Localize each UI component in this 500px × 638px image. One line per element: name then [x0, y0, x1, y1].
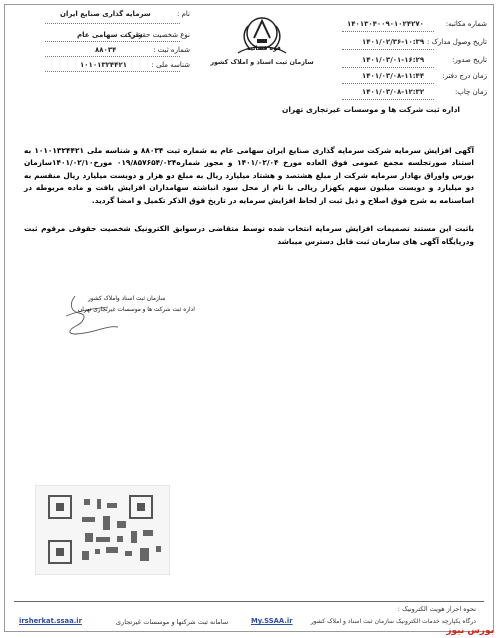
dotted-rule — [342, 67, 434, 68]
signature-line-2: اداره ثبت شرکت ها و موسسات غیرتجاری تهران — [78, 307, 195, 313]
label-registration-number: شماره ثبت : — [153, 46, 190, 54]
letter-number-value: ۱۴۰۱۳۰۴۰۰۹۰۱۰۲۴۲۷۰ — [347, 20, 424, 28]
dotted-rule — [45, 23, 180, 24]
dotted-rule — [342, 83, 434, 84]
signature-line-1: سازمان ثبت اسناد واملاک کشور — [88, 296, 166, 302]
verify-text: درگاه یکپارچه خدمات الکترونیک سازمان ثبت اسناد و املاک کشور — [310, 618, 476, 625]
emblem-top-text: قوه قضائیه — [247, 45, 281, 52]
footer-divider — [14, 601, 484, 602]
announcement-paragraph-2: باثبت این مستند تصمیمات افزایش سرمایه انتخاب شده توسط متقاضی درسوابق الکترونیک شخصیت حقوقی مرقوم ثبت ودرپایگاه آگهی های سازمان ثبت قابل دسترس میباشد — [24, 224, 474, 246]
security-stamp — [35, 485, 170, 575]
announcement-paragraph-1: آگهی افزایش سرمایه شرکت سرمایه گذاری صنایع ایران سهامی عام به شماره ثبت ۸۸۰۳۴ و شناسه ملی ۱۰۱۰۱۳۲۴۴۲۱ به استناد صورتجلسه مجمع عمومی فوق العاده مورخ ۱۴۰۱/۰۲/۰۴ و مجوز شماره۰۱۹/۸۵۷۶۵۴/۰۲۴ مورخ۱۴۰۱/۰۲/۱۰سازمان بورس واوراق بهادار سرمایه شرکت از مبلغ هشتصد و هشتاد میلیارد ریال به مبلغ دو هزار و دویست میلیارد ریال منقسم به دو میلیارد و دویست میلیون سهم یکهزار ریالی با نام از محل سود انباشته سهامداران افزایش یافت و ماده مربوطه در اساسنامه به شرح فوق اصلاح و ذیل ثبت از لحاظ افزایش سرمایه در تاریخ فوق الذکر تکمیل و امضا گردید. — [24, 146, 474, 205]
ledger-time-value: ۱۴۰۱/۰۳/۰۸-۱۱:۴۴ — [362, 72, 425, 80]
label-letter-number: شماره مکاتبه: — [445, 20, 487, 28]
label-receipt-date: تاریخ وصول مدارک : — [426, 38, 487, 46]
label-issue-date: تاریخ صدور: — [452, 56, 487, 64]
dotted-rule — [45, 56, 180, 57]
receipt-date-value: ۱۴۰۱/۰۲/۳۶-۱۰:۳۹ — [362, 38, 425, 46]
label-ledger-time: زمان درج دفتر: — [442, 72, 487, 80]
dotted-rule — [45, 41, 180, 42]
irsherkat-link[interactable]: irsherkat.ssaa.ir — [19, 617, 82, 625]
label-national-id: شناسه ملی : — [151, 61, 190, 69]
national-id-value: ۱۰۱۰۱۳۲۴۴۲۱ — [80, 61, 127, 69]
label-print-time: زمان چاپ: — [454, 88, 487, 96]
bourse-news-logo: بورس نیوز — [446, 626, 494, 636]
office-title: اداره ثبت شرکت ها و موسسات غیرتجاری تهران — [281, 105, 460, 114]
dotted-rule — [342, 31, 434, 32]
verify-label: نحوه احراز هویت الکترونیک : — [397, 605, 476, 613]
entity-type-value: شرکت سهامی عام — [77, 31, 143, 39]
issue-date-value: ۱۴۰۱/۰۳/۰۱-۱۶:۲۹ — [362, 56, 425, 64]
emblem-caption: سازمان ثبت اسناد و املاک کشور — [210, 58, 314, 66]
company-registry-portal: سامانه ثبت شرکتها و موسسات غیرتجاری — [116, 618, 229, 626]
qr-pattern-icon — [35, 485, 170, 575]
registration-number-value: ۸۸۰۳۴ — [95, 46, 117, 54]
label-name: نام : — [177, 10, 190, 18]
my-ssaa-link[interactable]: My.SSAA.ir — [251, 617, 293, 625]
dotted-rule — [45, 71, 180, 72]
dotted-rule — [342, 99, 434, 100]
label-entity-type: نوع شخصیت حقوقی : — [125, 31, 190, 39]
print-time-value: ۱۴۰۱/۰۳/۰۸-۱۲:۳۲ — [362, 88, 425, 96]
dotted-rule — [342, 49, 434, 50]
company-name: سرمایه گذاری صنایع ایران — [60, 10, 151, 18]
